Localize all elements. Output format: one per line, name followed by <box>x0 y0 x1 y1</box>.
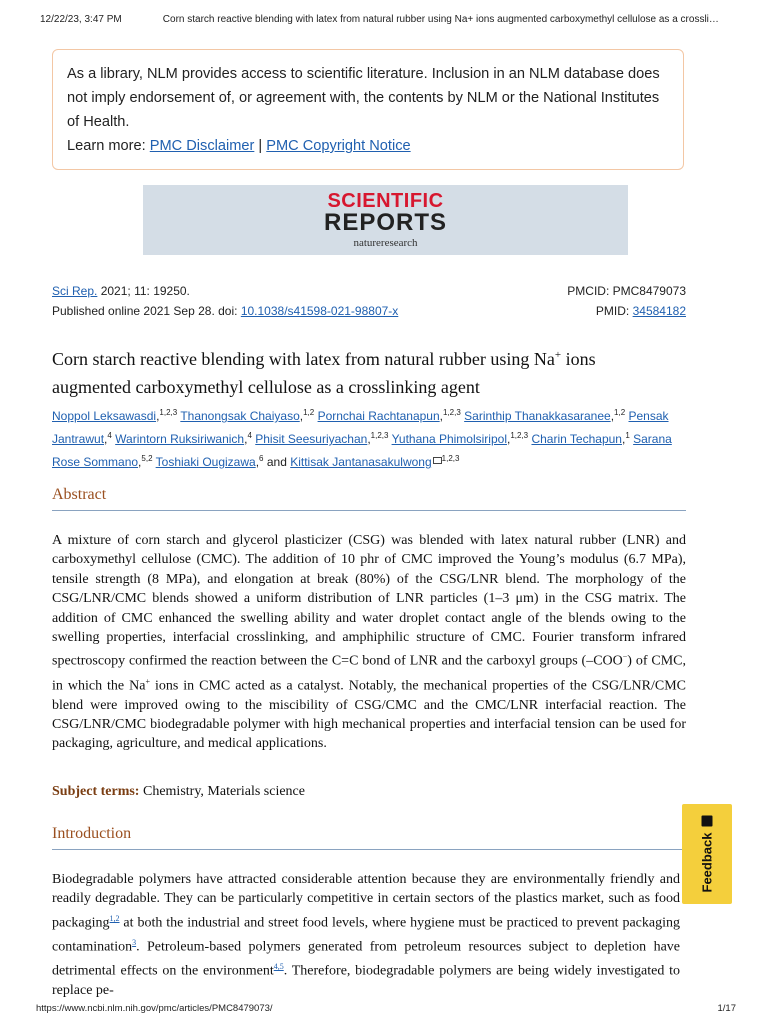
subject-terms <box>52 784 305 800</box>
intro-part-3: . Petroleum-based polymers generated from petroleum resources subject to depletion have detrimental effects on the environment <box>52 939 680 979</box>
introduction-heading: Introduction <box>52 825 686 850</box>
notice-text: As a library, NLM provides access to scientific literature. Inclusion in an NLM database does not imply endorsement of, or agreement with, the contents by NLM or the National Institutes of Health. <box>67 66 660 130</box>
journal-logo-banner <box>143 185 628 255</box>
reference-link[interactable]: 4,5 <box>273 961 284 971</box>
subject-terms-label: Subject terms: <box>52 784 140 799</box>
abstract-part-2: ) of CMC, in which the Na <box>52 654 686 694</box>
pmc-copyright-link[interactable]: PMC Copyright Notice <box>266 138 411 154</box>
reference-link[interactable]: 1,2 <box>109 913 120 923</box>
author-affiliation: 4 <box>107 431 112 440</box>
author-affiliation: 1,2,3 <box>441 454 460 463</box>
abstract-sup-2: + <box>145 676 150 686</box>
author-link[interactable]: Sarana Rose Sommano <box>52 432 672 469</box>
abstract-sup-1: − <box>622 652 628 662</box>
publication-row <box>52 304 686 318</box>
pmid-link[interactable]: 34584182 <box>632 304 686 318</box>
nlm-notice-box <box>52 49 684 170</box>
journal-logo-line2: REPORTS <box>323 209 447 236</box>
feedback-label: Feedback <box>699 832 715 893</box>
citation-text: 2021; 11: 19250. <box>100 284 190 298</box>
author-link[interactable]: Yuthana Phimolsiripol <box>391 432 507 446</box>
journal-logo-publisher: natureresearch <box>353 237 418 249</box>
author-link[interactable]: Thanongsak Chaiyaso <box>180 409 300 423</box>
author-affiliation: 1,2,3 <box>443 408 461 417</box>
author-affiliation: 4 <box>247 431 252 440</box>
author-affiliation: 1,2 <box>614 408 626 417</box>
email-icon[interactable] <box>433 457 442 464</box>
print-datetime: 12/22/23, 3:47 PM <box>40 14 122 25</box>
author-link[interactable]: Sarinthip Thanakkasaranee <box>464 409 611 423</box>
title-superscript: + <box>554 349 562 361</box>
intro-part-2: at both the industrial and street food levels, where hygiene must be practiced to prevent packaging contamination <box>52 915 680 955</box>
notice-separator: | <box>258 138 263 154</box>
author-affiliation: 1 <box>625 431 630 440</box>
author-affiliation: 1,2,3 <box>370 431 389 440</box>
reference-link[interactable]: 3 <box>132 937 137 947</box>
abstract-part-1: A mixture of corn starch and glycerol plasticizer (CSG) was blended with latex natural rubber (LNR) and carboxymethyl cellulose (CMC). The addition of 10 phr of CMC improved the Young’s modulus (6.7 MPa), tensile strength (8 MPa), and elongation at break (80%) of the CSG/LNR blend. The morphology of the CSG/LNR/CMC blends showed a uniform distribution of LNR particles (1–3 μm) in the CSG matrix. The addition of CMC enhanced the swelling ability and water droplet contact angle of the blends owing to the swelling properties, interfacial crosslinking, and amphiphilic structure of CMC. Fourier transform infrared spectroscopy confirmed the reaction between the C=C bond of LNR and the carboxyl groups (–COO <box>52 533 686 670</box>
author-link[interactable]: Kittisak Jantanasakulwong <box>290 455 432 469</box>
published-label: Published online 2021 Sep 28. doi: <box>52 304 238 318</box>
feedback-icon <box>702 816 713 827</box>
introduction-text <box>52 870 680 1000</box>
article-title <box>52 341 672 401</box>
print-header <box>40 14 728 25</box>
authors-and: and <box>266 455 287 469</box>
doi-link[interactable]: 10.1038/s41598-021-98807-x <box>240 304 399 318</box>
author-list: Noppol Leksawasdi,$^{1,2,3}$ Thanongsak Chaiyaso,$^{1,2}$ Pornchai Rachtanapun,$^{1,2,3}$ Sarinthip Thanakkasaranee,$^{1,2}$ Pensak Jantrawut,$^4$ Warintorn Ruksiriwanich,$^4$ Phisit Seesuriyachan,$^{1,2,3}$ Yuthana Phimolsiripol,$^{1,2,3}$ Charin Techapun,$^1$ Sarana Rose Sommano,$^{5,2}$ Toshiaki Ougizawa,$^6$ and Kittisak Jantanasakulwong $^{1,2,3}$ <box>52 408 672 469</box>
pmid-label: PMID: <box>595 304 630 318</box>
learn-more-label: Learn more: <box>67 138 146 154</box>
intro-part-1: Biodegradable polymers have attracted considerable attention because they are environmentally friendly and readily degradable. They can be particularly competitive in certain sectors of the plastics market, such as food packaging <box>52 872 680 931</box>
pmc-disclaimer-link[interactable]: PMC Disclaimer <box>149 138 255 154</box>
author-affiliation: 1,2,3 <box>510 431 529 440</box>
author-link[interactable]: Phisit Seesuriyachan <box>255 432 368 446</box>
page-url: https://www.ncbi.nlm.nih.gov/pmc/articles/PMC8479073/ <box>36 1003 273 1014</box>
abstract-text <box>52 531 686 754</box>
title-part-1: Corn starch reactive blending with latex from natural rubber using Na <box>52 349 555 369</box>
pmcid: PMCID: PMC8479073 <box>567 284 686 298</box>
print-doc-title: Corn starch reactive blending with latex from natural rubber using Na+ ions augmented carboxymethyl cellulose as a crossli… <box>162 14 719 25</box>
page-number: 1/17 <box>717 1003 736 1014</box>
author-affiliation: 5,2 <box>141 454 153 463</box>
print-footer <box>36 1003 736 1014</box>
author-link[interactable]: Noppol Leksawasdi <box>52 409 157 423</box>
author-affiliation: 1,2,3 <box>159 408 178 417</box>
journal-link[interactable]: Sci Rep. <box>52 284 98 298</box>
abstract-part-3: ions in CMC acted as a catalyst. Notably, the mechanical properties of the CSG/LNR/CMC blend were improved owing to the miscibility of CSG/CMC and the CMC/LNR interfacial reaction. The CSG/LNR/CMC biodegradable polymer with high mechanical properties and interfacial tension can be used for packaging, agriculture, and medical applications. <box>52 678 687 752</box>
intro-part-4: . Therefore, biodegradable polymers are being widely investigated to replace pe- <box>52 963 680 998</box>
author-link[interactable]: Charin Techapun <box>531 432 622 446</box>
journal-logo-line1: SCIENTIFIC <box>327 190 444 212</box>
author-link[interactable]: Pensak Jantrawut <box>52 409 669 446</box>
title-part-2: ions augmented carboxymethyl cellulose as a crosslinking agent <box>52 349 596 397</box>
author-affiliation: 1,2 <box>303 408 315 417</box>
citation-row <box>52 284 686 298</box>
author-link[interactable]: Warintorn Ruksiriwanich <box>115 432 245 446</box>
abstract-heading: Abstract <box>52 486 686 511</box>
author-link[interactable]: Toshiaki Ougizawa <box>155 455 256 469</box>
author-link[interactable]: Pornchai Rachtanapun <box>317 409 440 423</box>
feedback-button[interactable] <box>682 804 732 904</box>
author-affiliation: 6 <box>259 454 264 463</box>
subject-terms-value: Chemistry, Materials science <box>142 784 305 799</box>
